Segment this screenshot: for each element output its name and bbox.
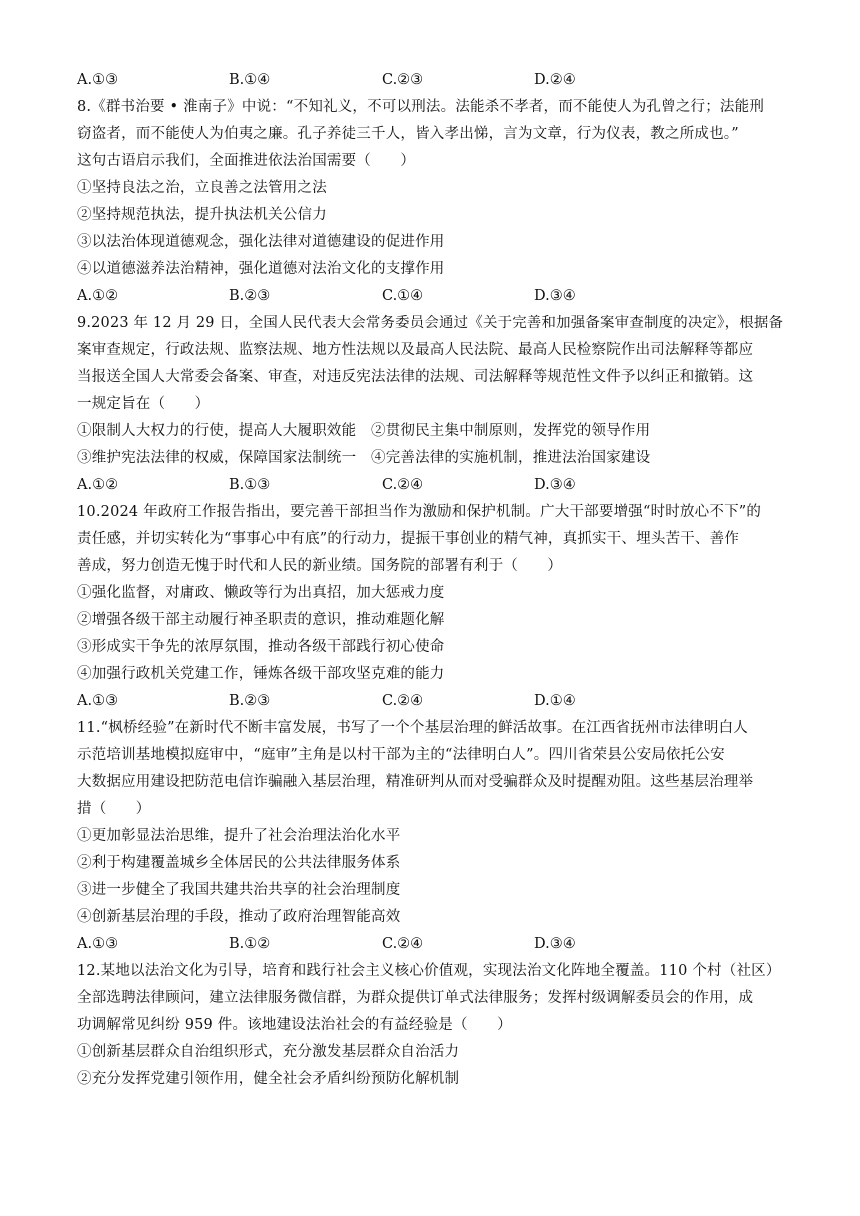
q9-item: ①限制人大权力的行使，提高人大履职效能 ②贯彻民主集中制原则，发挥党的领导作用 [77, 423, 651, 439]
q10-stem-line: 善成，努力创造无愧于时代和人民的新业绩。国务院的部署有利于（ ） [77, 558, 563, 574]
q10-options [77, 691, 797, 711]
q11-stem-line: 大数据应用建设把防范电信诈骗融入基层治理，精准研判从而对受骗群众及时提醒劝阻。这些基层治理举 [77, 774, 754, 790]
q9-stem-line: 当报送全国人大常委会备案、审查，对违反宪法法律的法规、司法解释等规范性文件予以纠正和撤销。这 [77, 369, 754, 385]
q11-stem-line: 措（ ） [77, 801, 151, 817]
q12-stem-line: 全部选聘法律顾问，建立法律服务微信群，为群众提供订单式法律服务；发挥村级调解委员会的作用，成 [77, 990, 754, 1006]
q7-option-a[interactable]: A.①③ [77, 72, 119, 88]
q8-item: ③以法治体现道德观念，强化法律对道德建设的促进作用 [77, 234, 445, 250]
q8-option-c[interactable]: C.①④ [382, 288, 424, 304]
q10-option-d[interactable]: D.①④ [534, 693, 576, 709]
q9-options [77, 475, 797, 495]
q11-stem-line: 11.“枫桥经验”在新时代不断丰富发展，书写了一个个基层治理的鲜活故事。在江西省抚州市法律明白人 [77, 720, 748, 736]
q9-option-c[interactable]: C.②④ [382, 477, 424, 493]
q10-item: ②增强各级干部主动履行神圣职责的意识，推动难题化解 [77, 612, 445, 628]
q10-item: ④加强行政机关党建工作，锤炼各级干部攻坚克难的能力 [77, 666, 445, 682]
q11-item: ③进一步健全了我国共建共治共享的社会治理制度 [77, 882, 401, 898]
q12-stem-line: 功调解常见纠纷 959 件。该地建设法治社会的有益经验是（ ） [77, 1017, 512, 1033]
q8-option-b[interactable]: B.②③ [229, 288, 271, 304]
q10-item: ③形成实干争先的浓厚氛围，推动各级干部践行初心使命 [77, 639, 445, 655]
q12-item: ②充分发挥党建引领作用，健全社会矛盾纠纷预防化解机制 [77, 1071, 460, 1087]
q9-option-b[interactable]: B.①③ [229, 477, 271, 493]
q8-item: ④以道德滋养法治精神，强化道德对法治文化的支撑作用 [77, 261, 445, 277]
q11-options [77, 934, 797, 954]
q9-item: ③维护宪法法律的权威，保障国家法制统一 ④完善法律的实施机制，推进法治国家建设 [77, 450, 651, 466]
q7-option-d[interactable]: D.②④ [534, 72, 576, 88]
q8-stem-line: 窃盗者，而不能使人为伯夷之廉。孔子养徒三千人，皆入孝出悌，言为文章，行为仪表，教之所成也。” [77, 126, 739, 142]
q8-stem-line: 8.《群书治要 • 淮南子》中说：“不知礼义，不可以刑法。法能杀不孝者，而不能使人为孔曾之行；法能刑 [77, 99, 765, 115]
q11-option-d[interactable]: D.③④ [534, 936, 576, 952]
q10-option-b[interactable]: B.②③ [229, 693, 271, 709]
q11-option-c[interactable]: C.②④ [382, 936, 424, 952]
q12-stem-line: 12.某地以法治文化为引导，培育和践行社会主义核心价值观，实现法治文化阵地全覆盖。110 个村（社区） [77, 963, 781, 979]
q8-item: ②坚持规范执法，提升执法机关公信力 [77, 207, 327, 223]
q8-option-a[interactable]: A.①② [77, 288, 119, 304]
q8-stem-line: 这句古语启示我们，全面推进依法治国需要（ ） [77, 153, 416, 169]
q10-item: ①强化监督，对庸政、懒政等行为出真招，加大惩戒力度 [77, 585, 445, 601]
q11-option-a[interactable]: A.①③ [77, 936, 119, 952]
q8-option-d[interactable]: D.③④ [534, 288, 576, 304]
q9-stem-line: 9.2023 年 12 月 29 日，全国人民代表大会常务委员会通过《关于完善和加强备案审查制度的决定》，根据备 [77, 315, 784, 331]
q12-item: ①创新基层群众自治组织形式，充分激发基层群众自治活力 [77, 1044, 460, 1060]
q11-stem-line: 示范培训基地模拟庭审中，“庭审”主角是以村干部为主的“法律明白人”。四川省荣县公安局依托公安 [77, 747, 725, 763]
q11-item: ②利于构建覆盖城乡全体居民的公共法律服务体系 [77, 855, 401, 871]
q11-item: ④创新基层治理的手段，推动了政府治理智能高效 [77, 909, 401, 925]
q10-option-c[interactable]: C.②④ [382, 693, 424, 709]
q9-option-a[interactable]: A.①② [77, 477, 119, 493]
q7-option-b[interactable]: B.①④ [229, 72, 271, 88]
q10-option-a[interactable]: A.①③ [77, 693, 119, 709]
q10-stem-line: 10.2024 年政府工作报告指出，要完善干部担当作为激励和保护机制。广大干部要增强“时时放心不下”的 [77, 504, 762, 520]
q11-option-b[interactable]: B.①② [229, 936, 271, 952]
q7-option-c[interactable]: C.②③ [382, 72, 424, 88]
q8-options [77, 286, 797, 306]
q9-stem-line: 一规定旨在（ ） [77, 396, 210, 412]
q9-option-d[interactable]: D.③④ [534, 477, 576, 493]
q7-options [77, 70, 797, 90]
q8-item: ①坚持良法之治，立良善之法管用之法 [77, 180, 327, 196]
q9-stem-line: 案审查规定，行政法规、监察法规、地方性法规以及最高人民法院、最高人民检察院作出司法解释等都应 [77, 342, 754, 358]
q11-item: ①更加彰显法治思维，提升了社会治理法治化水平 [77, 828, 401, 844]
q10-stem-line: 责任感，并切实转化为“事事心中有底”的行动力，提振干事创业的精气神，真抓实干、埋头苦干、善作 [77, 531, 740, 547]
